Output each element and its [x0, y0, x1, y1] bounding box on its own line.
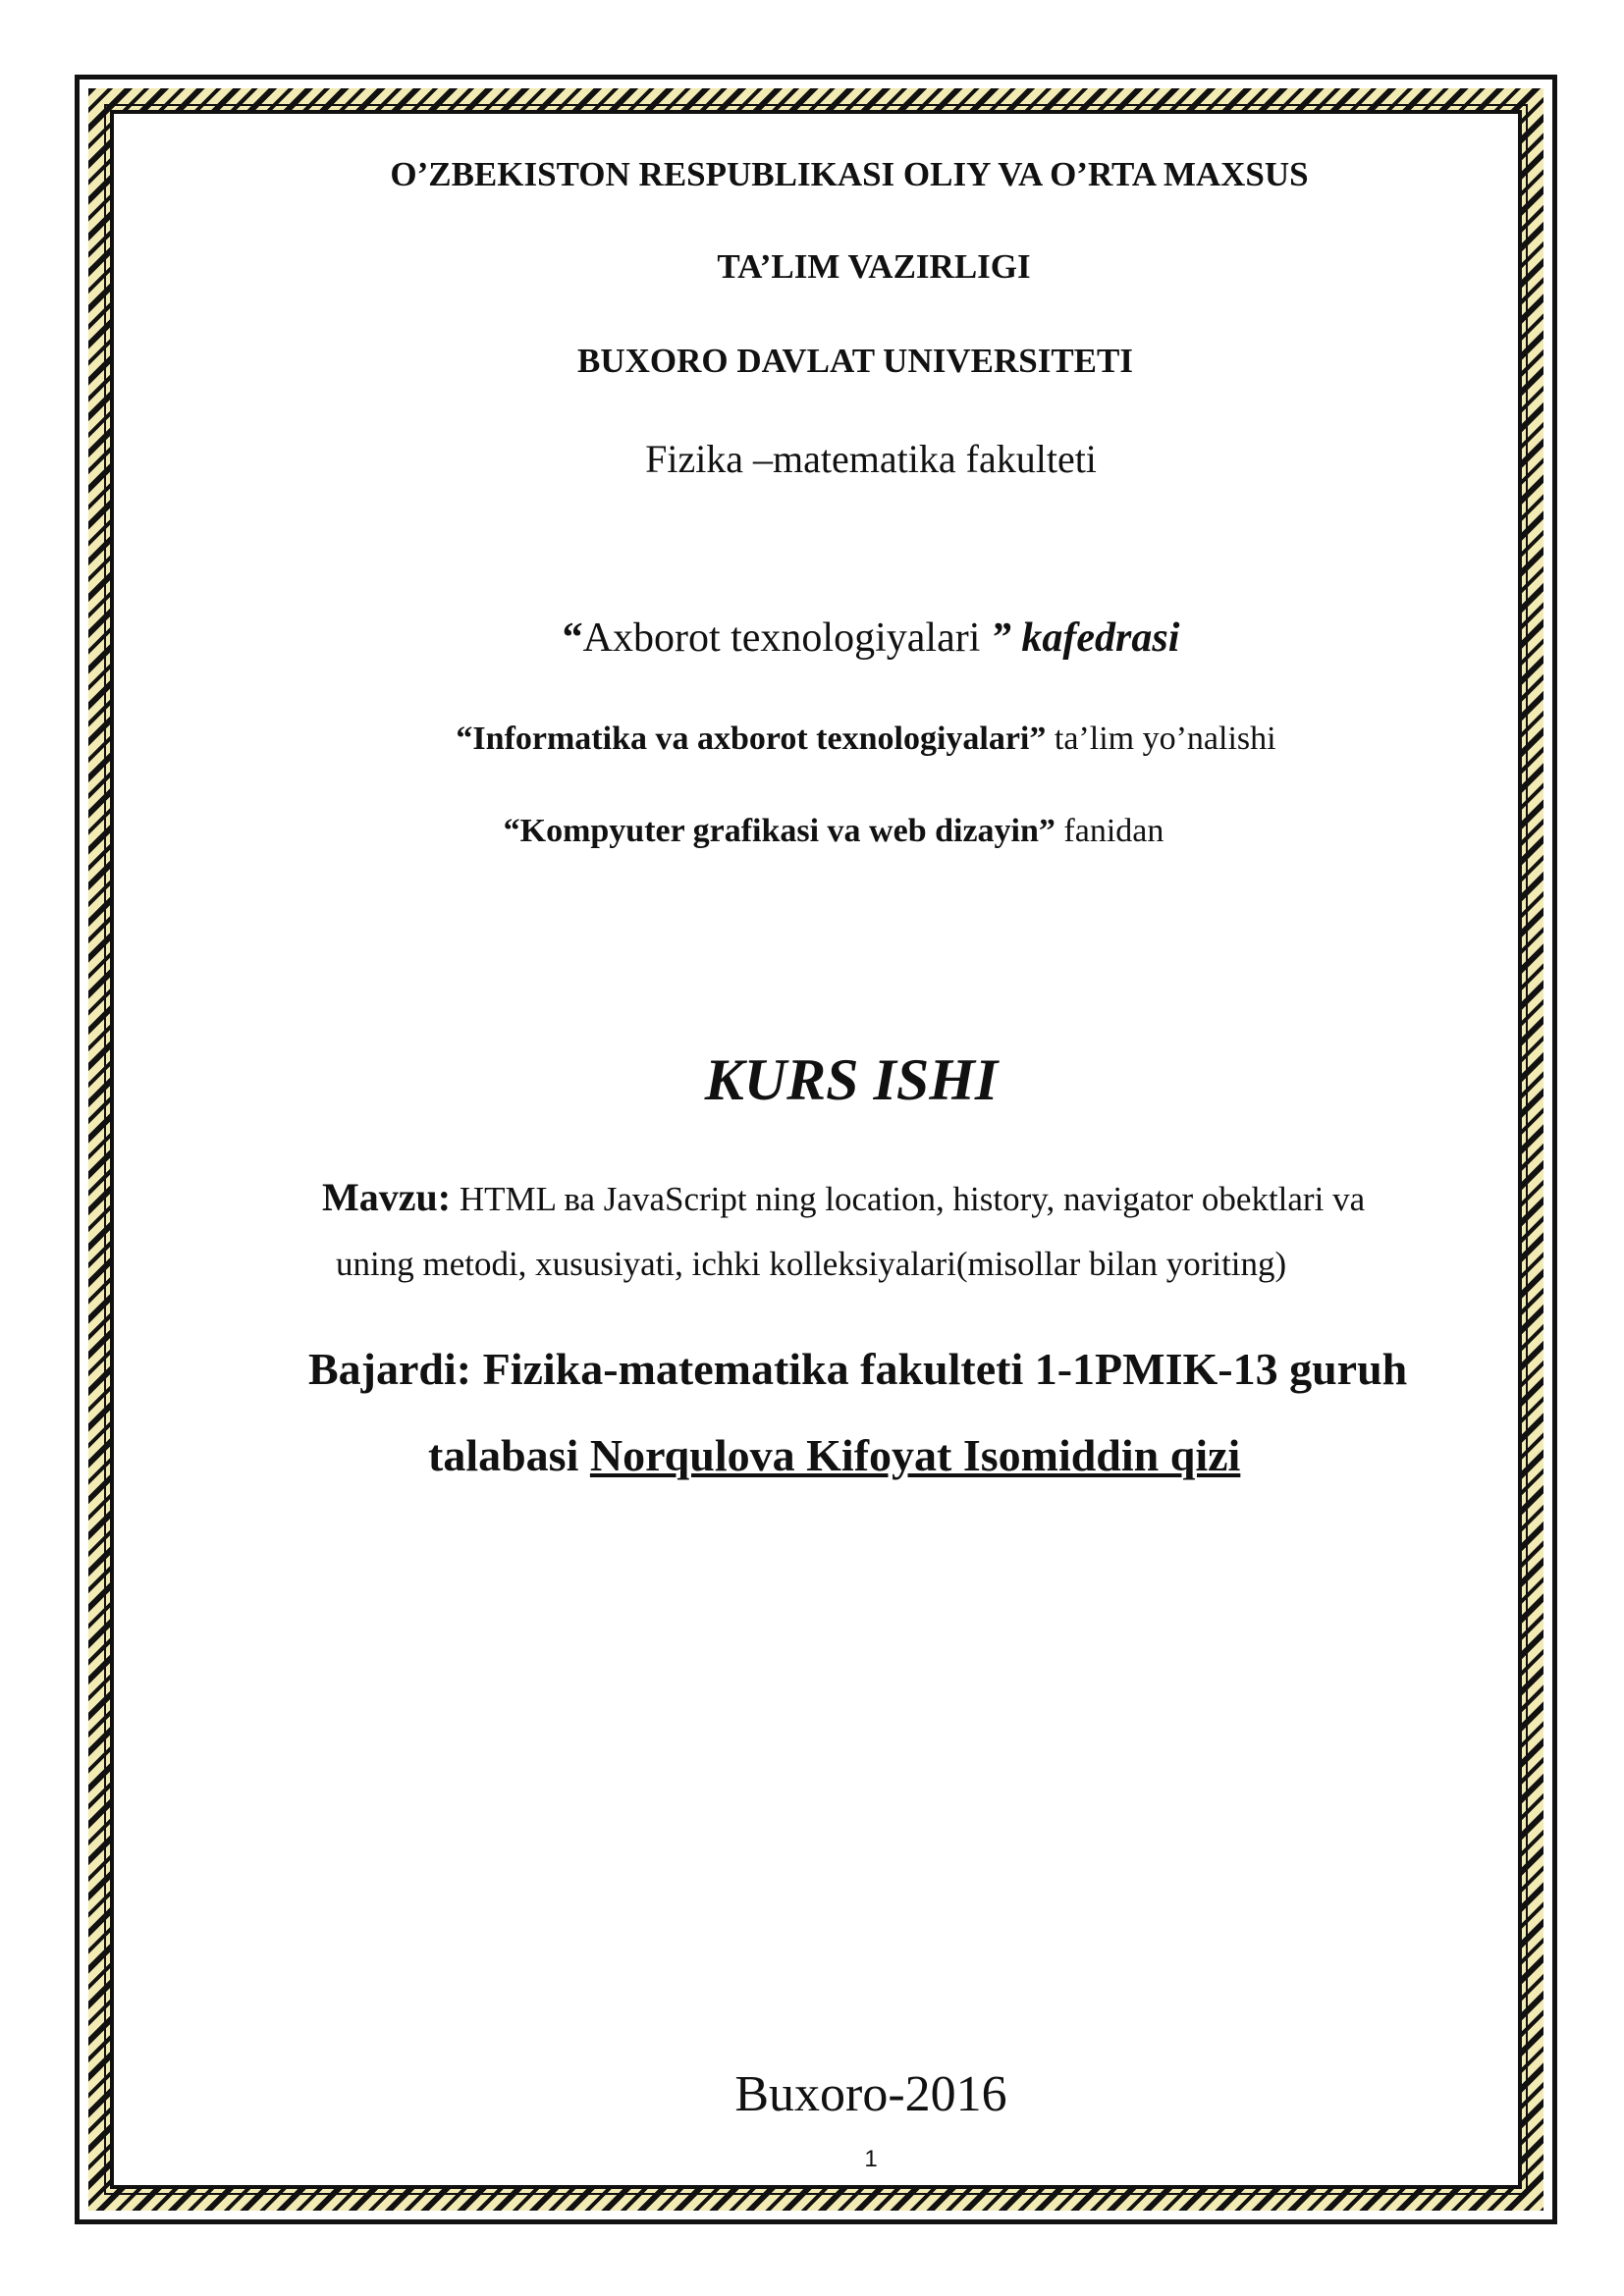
city-year: Buxoro-2016	[734, 2066, 1007, 2122]
department-close-quote: ”	[990, 615, 1011, 661]
department-suffix: kafedrasi	[1010, 615, 1180, 661]
ministry-title-line1: O’ZBEKISTON RESPUBLIKASI OLIY VA O’RTA MAXSUS	[390, 155, 1309, 193]
page-number: 1	[864, 2146, 878, 2172]
direction-line	[0, 721, 1624, 758]
ministry-title-line2: TA’LIM VAZIRLIGI	[717, 247, 1031, 286]
direction-suffix: ta’lim yo’nalishi	[1046, 721, 1276, 757]
direction-name: “Informatika va axborot texnologiyalari”	[456, 721, 1047, 757]
author-line1: Bajardi: Fizika-matematika fakulteti 1-1PMIK-13 guruh	[308, 1344, 1408, 1394]
document-type-title: KURS ISHI	[704, 1047, 999, 1112]
topic-text-line1: HTML ва JavaScript ning location, history, navigator obektlari va	[451, 1180, 1366, 1218]
faculty-name: Fizika –matematika fakulteti	[645, 437, 1097, 481]
subject-suffix: fanidan	[1055, 813, 1164, 849]
topic-label: Mavzu:	[322, 1175, 452, 1219]
subject-line	[0, 813, 1624, 850]
university-name: BUXORO DAVLAT UNIVERSITETI	[577, 342, 1133, 380]
topic-line1	[322, 1174, 1365, 1220]
topic-text-line2: uning metodi, xususiyati, ichki kolleksiyalari(misollar bilan yoriting)	[336, 1245, 1287, 1283]
department-open-quote: “	[562, 615, 583, 661]
author-line2	[428, 1429, 1240, 1481]
subject-name: “Kompyuter grafikasi va web dizayin”	[503, 813, 1056, 849]
department-name: Axborot texnologiyalari	[582, 615, 991, 661]
department-line	[0, 614, 1624, 662]
author-name: Norqulova Kifoyat Isomiddin qizi	[589, 1430, 1241, 1480]
author-prefix: talabasi	[428, 1430, 590, 1480]
page-border-inner	[110, 110, 1522, 2189]
